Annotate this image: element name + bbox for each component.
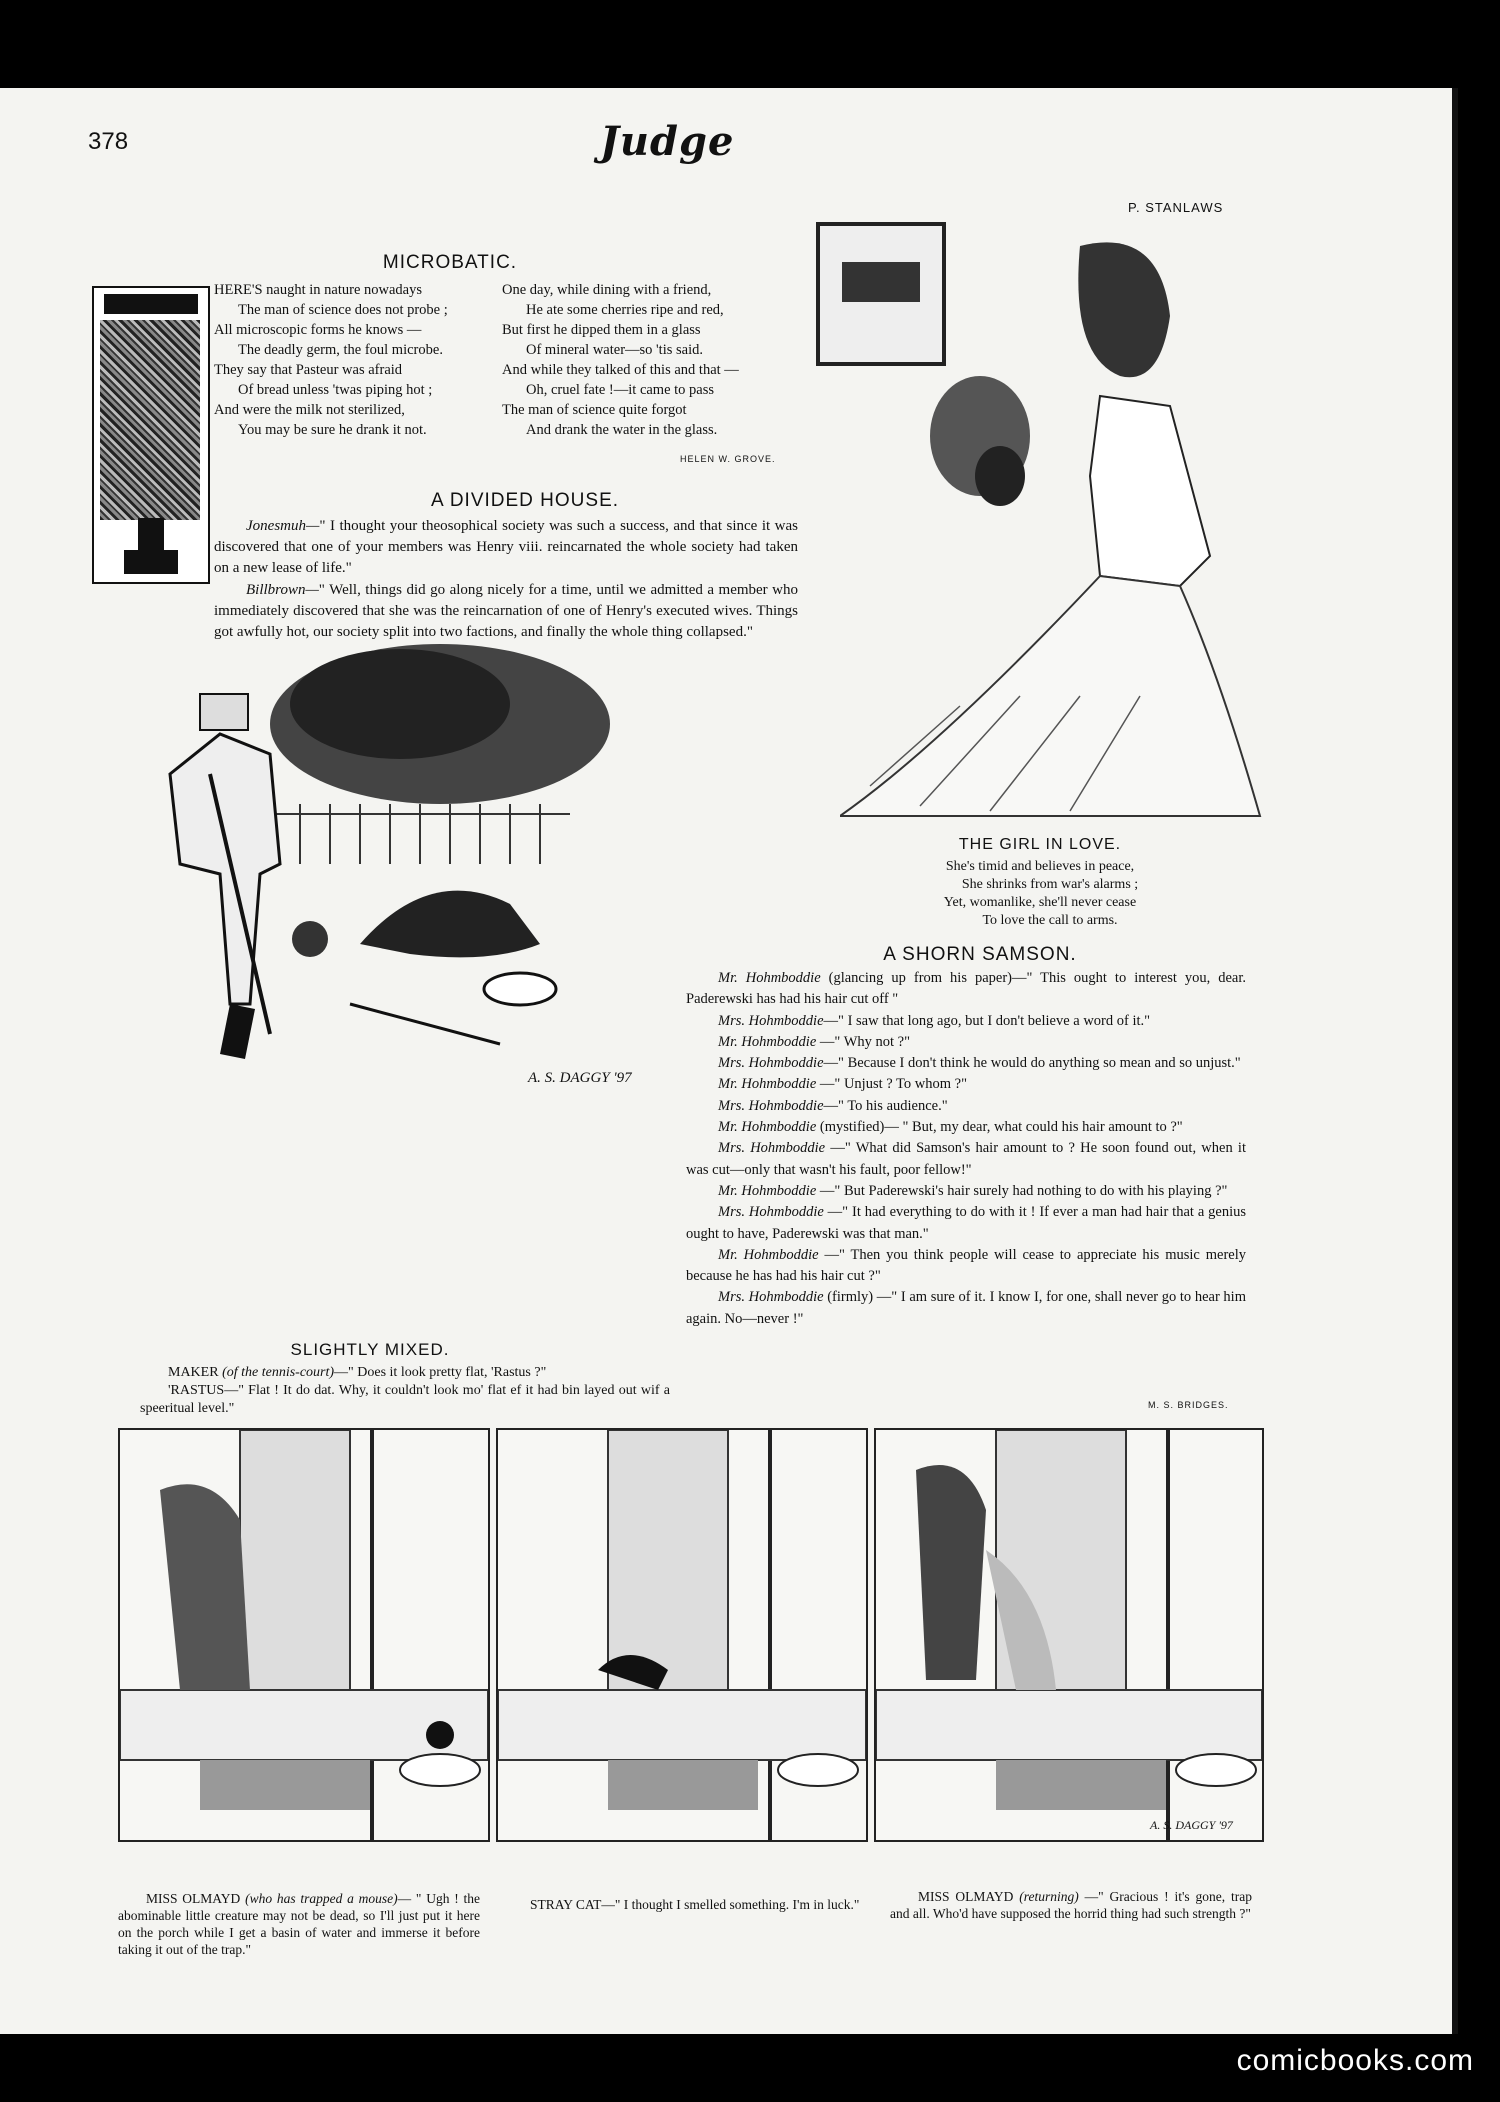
story-shorn-samson-text: Mr. Hohmboddie (glancing up from his paper)—" This ought to interest you, dear. Paderewski has had his hair cut off " Mrs. Hohmboddie—" I saw that long ago, but I don't believe a word of it." Mr. Hohmboddie —" Why not ?" Mrs. Hohmboddie—" Because I don't think he would do anything so mean and so unjust." Mr. Hohmboddie —" Unjust ? To whom ?" Mrs. Hohmboddie—" To his audience." Mr. Hohmboddie (mystified)— " But, my dear, what could his hair amount to ?" Mrs. Hohmboddie —" What did Samson's hair amount to ? He soon found out, when it was cut—only that wasn't his fault, poor fellow!" Mr. Hohmboddie —" But Paderewski's hair surely had nothing to do with his playing ?" Mrs. Hohmboddie —" It had everything to do with it ! If ever a man had hair that a genius ought to have, Paderewski was that man." Mr. Hohmboddie —" Then you think people will cease to appreciate his music merely because he has had his hair cut ?" Mrs. Hohmboddie (firmly) —" I am sure of it. I know I, for one, shall never go to hear him again. No—never !": [686, 970, 1247, 1327]
drop-cap-t: [92, 286, 210, 584]
story-title-divided-house: A DIVIDED HOUSE.: [430, 490, 620, 511]
illustration-girl-in-love: [840, 226, 1280, 826]
poem-microbatic-column-1: HERE'S naught in nature nowadays The man of science does not probe ; All microscopic forms he knows — The deadly germ, the foul microbe. They say that Pasteur was afraid Of bread unless 'twas piping hot ; And were the milk not sterilized, You may be sure he drank it not.: [214, 282, 448, 438]
strip-caption-3: MISS OLMAYD (returning) —" Gracious ! it's gone, trap and all. Who'd have supposed the horrid thing had such strength ?": [890, 1889, 1252, 1921]
poem-girl-in-love-verse: She's timid and believes in peace, She shrinks from war's alarms ; Yet, womanlike, she'll never cease To love the call to arms.: [943, 859, 1139, 928]
strip-signature: A. S. DAGGY '97: [1150, 1818, 1233, 1832]
poem-title-girl-in-love: THE GIRL IN LOVE.: [958, 836, 1122, 853]
masthead-logo: Judge: [600, 118, 735, 165]
story-title-shorn-samson: A SHORN SAMSON.: [883, 944, 1077, 965]
strip-caption-2: STRAY CAT—" I thought I smelled something. I'm in luck.": [530, 1897, 860, 1912]
poem-microbatic-author: HELEN W. GROVE.: [680, 454, 776, 464]
poem-title-microbatic: MICROBATIC.: [382, 252, 518, 273]
story-divided-house-p1: Jonesmuh—" I thought your theosophical society was such a success, and that since it was discovered that one of your members was Henry viii. reincarnated the whole society had taken on a new lease of life.": [214, 518, 798, 576]
strip-panel-3: [874, 1428, 1264, 1842]
strip-panel-2: [496, 1428, 868, 1842]
story-divided-house-p2-start: Billbrown—" Well, things did go along nicely for a time, until we admitted a member who immediately discovered that she was the reincarnation of one of Henry's executed wives. Things got awfully hot, our society split into two factions, and finally the whole thing collapsed.": [214, 582, 798, 640]
strip-panel-1: [118, 1428, 490, 1842]
story-shorn-samson-author: M. S. BRIDGES.: [1148, 1400, 1229, 1410]
strip-caption-1: MISS OLMAYD (who has trapped a mouse)— " Ugh ! the abominable little creature may not be dead, so I'll just put it here on the porch while I get a basin of water and immerse it before taking it out of the trap.": [118, 1891, 480, 1957]
joke-title-slightly-mixed: SLIGHTLY MIXED.: [290, 1340, 450, 1359]
joke-slightly-mixed-text: MAKER (of the tennis-court)—" Does it look pretty flat, 'Rastus ?" 'RASTUS—" Flat ! It do dat. Why, it couldn't look mo' flat ef it had bin layed out wif a speeritual level.": [140, 1365, 670, 1416]
illustration-gardener: [110, 614, 666, 1100]
watermark: comicbooks.com: [1236, 2044, 1474, 2077]
page-number: 378: [88, 128, 129, 155]
artist-signature: P. STANLAWS: [1128, 200, 1224, 215]
illustration-signature: A. S. DAGGY '97: [528, 1070, 632, 1086]
poem-microbatic-column-2: One day, while dining with a friend, He ate some cherries ripe and red, But first he dipped them in a glass Of mineral water—so 'tis said. And while they talked of this and that — Oh, cruel fate !—it came to pass The man of science quite forgot And drank the water in the glass.: [502, 282, 739, 438]
